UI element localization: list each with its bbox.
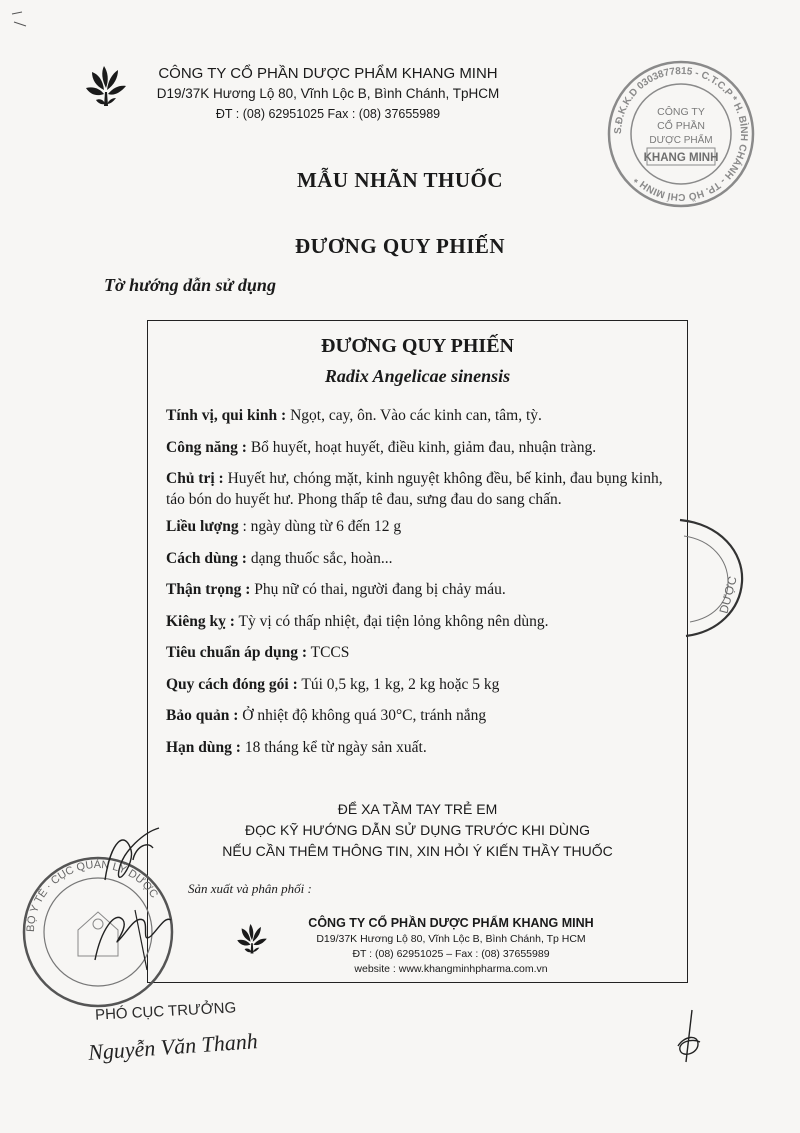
property-key: Công năng : bbox=[166, 438, 247, 456]
manufacturer-label: Sản xuất và phân phối : bbox=[188, 881, 312, 896]
property-key: Bảo quản : bbox=[166, 707, 239, 724]
property-key: Quy cách đóng gói : bbox=[166, 675, 298, 693]
approver-name: Nguyễn Văn Thanh bbox=[87, 1028, 259, 1065]
label-title: ĐƯƠNG QUY PHIẾN bbox=[321, 335, 514, 357]
company-address: D19/37K Hương Lộ 80, Vĩnh Lộc B, Bình Chánh, TpHCM bbox=[156, 86, 500, 101]
property-value: Phụ nữ có thai, người đang bị chảy máu. bbox=[250, 581, 506, 598]
property-row bbox=[166, 468, 676, 510]
property-key: Cách dùng : bbox=[166, 549, 247, 567]
property-key: Thận trọng : bbox=[166, 581, 251, 598]
company-logo-icon bbox=[234, 921, 270, 955]
property-key: Chủ trị : bbox=[166, 470, 224, 487]
official-signature bbox=[75, 820, 215, 980]
manufacturer-address: D19/37K Hương Lộ 80, Vĩnh Lộc B, Bình Chánh, Tp HCM bbox=[316, 933, 586, 945]
warnings-block bbox=[148, 799, 687, 862]
property-value: Bổ huyết, hoạt huyết, điều kinh, giảm đau, nhuận tràng. bbox=[246, 438, 597, 456]
property-value: Tỳ vị có thấp nhiệt, đại tiện lỏng không nên dùng. bbox=[234, 612, 549, 630]
property-value: TCCS bbox=[307, 644, 350, 661]
property-value: Huyết hư, chóng mặt, kinh nguyệt không đều, bế kinh, đau bụng kinh, táo bón do huyết hư. Phong thấp tê đau, sưng đau do sang chấn. bbox=[166, 470, 663, 508]
property-key: Kiêng kỵ : bbox=[166, 612, 235, 630]
manufacturer-website: website : www.khangminhpharma.com.vn bbox=[354, 963, 548, 975]
property-row bbox=[166, 405, 676, 426]
warning-line: NẾU CẦN THÊM THÔNG TIN, XIN HỎI Ý KIẾN THẦY THUỐC bbox=[222, 843, 613, 859]
property-row bbox=[166, 516, 676, 537]
seal-line-1: CÔNG TY bbox=[657, 106, 705, 118]
warning-line: ĐỂ XA TẦM TAY TRẺ EM bbox=[337, 801, 498, 817]
property-row bbox=[166, 437, 676, 458]
approver-role: PHÓ CỤC TRƯỞNG bbox=[94, 999, 237, 1024]
property-row bbox=[166, 579, 676, 600]
document-title: MẪU NHÃN THUỐC bbox=[296, 168, 504, 192]
initial-signature bbox=[668, 1008, 708, 1064]
property-row bbox=[166, 705, 676, 726]
seal-ring-text: S.Đ.K.K.D 0303877815 - C.T.C.P * H. BÌNH CHÁNH - TP. HỒ CHÍ MINH * bbox=[612, 65, 750, 203]
label-box bbox=[147, 320, 688, 983]
property-key: Hạn dùng : bbox=[166, 738, 241, 756]
property-key: Liều lượng bbox=[166, 518, 239, 535]
seal-line-4: KHANG MINH bbox=[643, 152, 719, 164]
side-stamp-text: DƯỢC bbox=[716, 574, 740, 616]
company-logo-icon bbox=[82, 62, 130, 108]
property-value: : ngày dùng từ 6 đến 12 g bbox=[238, 518, 402, 535]
property-value: Ở nhiệt độ không quá 30°C, tránh nắng bbox=[238, 707, 487, 724]
company-phone-fax: ĐT : (08) 62951025 Fax : (08) 37655989 bbox=[215, 107, 441, 121]
seal-line-2: CỔ PHẦN bbox=[657, 120, 705, 132]
property-row bbox=[166, 737, 676, 758]
manufacturer-info bbox=[306, 915, 596, 977]
warning-line: ĐỌC KỸ HƯỚNG DẪN SỬ DỤNG TRƯỚC KHI DÙNG bbox=[244, 822, 591, 838]
label-latin-name: Radix Angelicae sinensis bbox=[324, 366, 511, 386]
property-row bbox=[166, 642, 676, 663]
property-key: Tính vị, qui kinh : bbox=[166, 407, 287, 424]
manufacturer-phone-fax: ĐT : (08) 62951025 – Fax : (08) 37655989 bbox=[352, 948, 550, 960]
properties-list bbox=[166, 405, 676, 768]
property-key: Tiêu chuẩn áp dụng : bbox=[166, 644, 307, 661]
property-value: dạng thuốc sắc, hoàn... bbox=[246, 549, 393, 567]
leaflet-label: Tờ hướng dẫn sử dụng bbox=[104, 275, 276, 295]
property-row bbox=[166, 611, 676, 632]
manufacturer-name: CÔNG TY CỔ PHẦN DƯỢC PHẨM KHANG MINH bbox=[308, 916, 594, 930]
drug-title: ĐƯƠNG QUY PHIẾN bbox=[294, 234, 506, 258]
company-header bbox=[148, 64, 508, 124]
property-value: Túi 0,5 kg, 1 kg, 2 kg hoặc 5 kg bbox=[297, 675, 500, 693]
property-value: 18 tháng kể từ ngày sản xuất. bbox=[240, 738, 427, 756]
partial-seal-stamp-right bbox=[640, 512, 750, 642]
property-value: Ngọt, cay, ôn. Vào các kinh can, tâm, tỳ. bbox=[286, 407, 542, 424]
company-name: CÔNG TY CỔ PHẦN DƯỢC PHẨM KHANG MINH bbox=[158, 65, 498, 82]
corner-scan-mark bbox=[8, 8, 38, 38]
seal-line-3: DƯỢC PHẨM bbox=[649, 135, 713, 146]
property-row bbox=[166, 674, 676, 695]
property-row bbox=[166, 548, 676, 569]
ministry-seal-ring-text: BỘ Y TẾ · CỤC QUẢN LÝ DƯỢC bbox=[24, 858, 161, 933]
